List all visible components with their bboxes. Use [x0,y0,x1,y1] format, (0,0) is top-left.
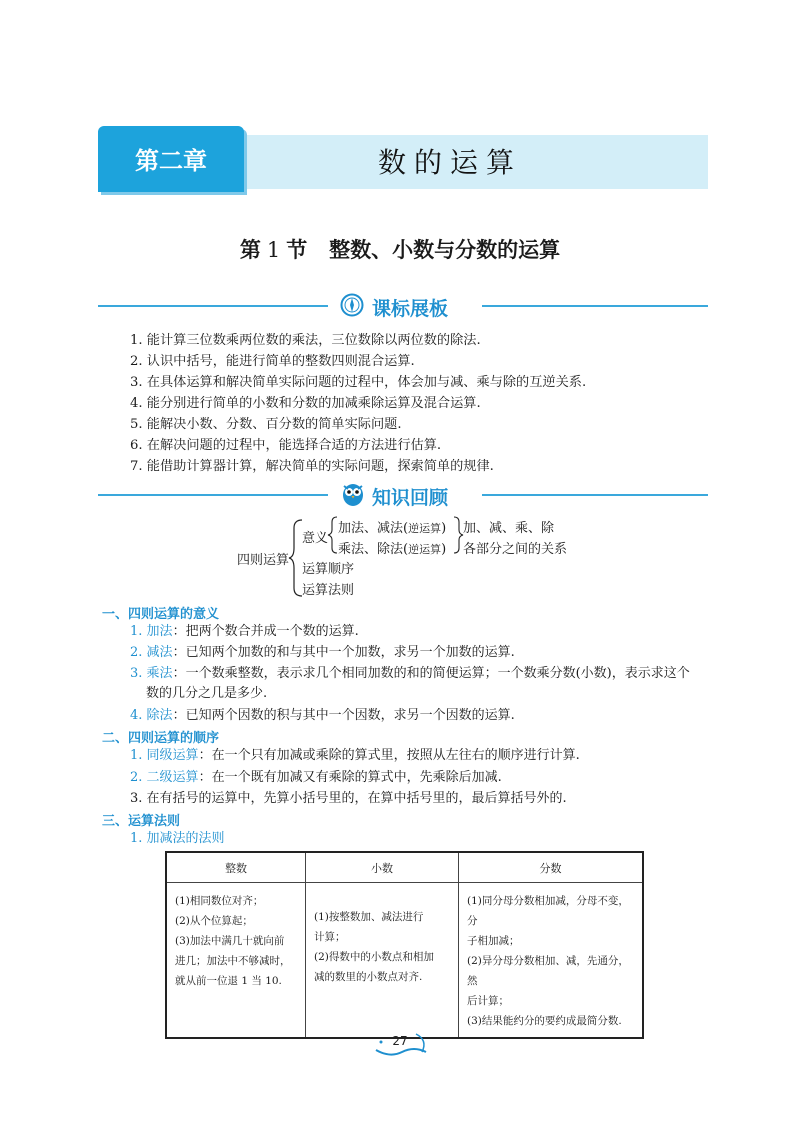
diagram-order: 运算顺序 [302,562,355,577]
section-suffix: 节 [286,238,308,262]
table-row [166,883,643,1039]
curriculum-item: 1. 能计算三位数乘两位数的乘法，三位数除以两位数的除法. [130,333,481,348]
list-item: 2. 二级运算：在一个既有加减又有乘除的算式中，先乘除后加减. [130,770,502,785]
diagram-right-2: 各部分之间的关系 [463,542,568,557]
part3-subheading: 1. 加减法的法则 [130,831,225,846]
table-header-row [166,852,643,883]
page-number: 27 [392,1034,408,1048]
section-number: 1 [266,238,281,262]
part1-heading: 一、四则运算的意义 [102,607,220,622]
curriculum-item: 4. 能分别进行简单的小数和分数的加减乘除运算及混合运算. [130,396,481,411]
list-item: 2. 减法：已知两个加数的和与其中一个加数，求另一个加数的运算. [130,645,515,660]
owl-icon [340,481,364,505]
diagram-add-sub: 加法、减法(逆运算) [338,521,447,536]
diagram-laws: 运算法则 [302,583,355,598]
section-title [0,234,800,264]
table-cell: (1)同分母分数相加减，分母不变，分 子相加减； (2)异分母分数相加、减，先通分，然 后计算； (3)结果能约分的要约成最简分数. [459,883,644,1039]
curriculum-item: 2. 认识中括号，能进行简单的整数四则混合运算. [130,354,415,369]
chapter-label: 第二章 [135,147,207,175]
curriculum-item: 3. 在具体运算和解决简单实际问题的过程中，体会加与减、乘与除的互逆关系. [130,375,587,390]
curriculum-item: 5. 能解决小数、分数、百分数的简单实际问题. [130,417,402,432]
table-cell: (1)相同数位对齐； (2)从个位算起； (3)加法中满几十就向前 进几；加法中不够减时， 就从前一位退 1 当 10. [166,883,306,1039]
divider-line [482,305,708,307]
divider-line [482,494,708,496]
diagram-right-1: 加、减、乘、除 [463,521,555,536]
list-item: 1. 加法：把两个数合并成一个数的运算. [130,624,359,639]
review-heading: 知识回顾 [372,487,449,509]
list-item-cont: 数的几分之几是多少. [146,686,268,701]
diagram-mul-div: 乘法、除法(逆运算) [338,542,447,557]
list-item: 4. 除法：已知两个因数的积与其中一个因数，求另一个因数的运算. [130,708,515,723]
compass-icon [340,293,364,317]
curriculum-item: 7. 能借助计算器计算，解决简单的实际问题，探索简单的规律. [130,459,494,474]
part3-heading: 三、运算法则 [102,814,181,829]
chapter-title: 数的运算 [377,146,522,179]
table-header: 小数 [306,852,459,883]
section-name: 整数、小数与分数的运算 [329,238,561,262]
list-item: 3. 乘法：一个数乘整数，表示求几个相同加数的和的简便运算；一个数乘分数(小数)，表示求这个 [130,666,690,681]
table-header: 分数 [459,852,644,883]
table-cell: (1)按整数加、减法进行 计算； (2)得数中的小数点和相加 减的数里的小数点对齐. [306,883,459,1039]
table-header: 整数 [166,852,306,883]
diagram-meaning: 意义 [302,531,329,546]
rules-table [165,851,644,1039]
list-item: 3. 在有括号的运算中，先算小括号里的，在算中括号里的，最后算括号外的. [130,791,567,806]
curriculum-item: 6. 在解决问题的过程中，能选择合适的方法进行估算. [130,438,442,453]
list-item: 1. 同级运算：在一个只有加减或乘除的算式里，按照从左往右的顺序进行计算. [130,748,580,763]
diagram-root: 四则运算 [237,553,290,568]
curriculum-heading: 课标展板 [372,298,449,320]
divider-line [98,305,328,307]
section-prefix: 第 [239,238,261,262]
part2-heading: 二、四则运算的顺序 [102,731,220,746]
divider-line [98,494,328,496]
